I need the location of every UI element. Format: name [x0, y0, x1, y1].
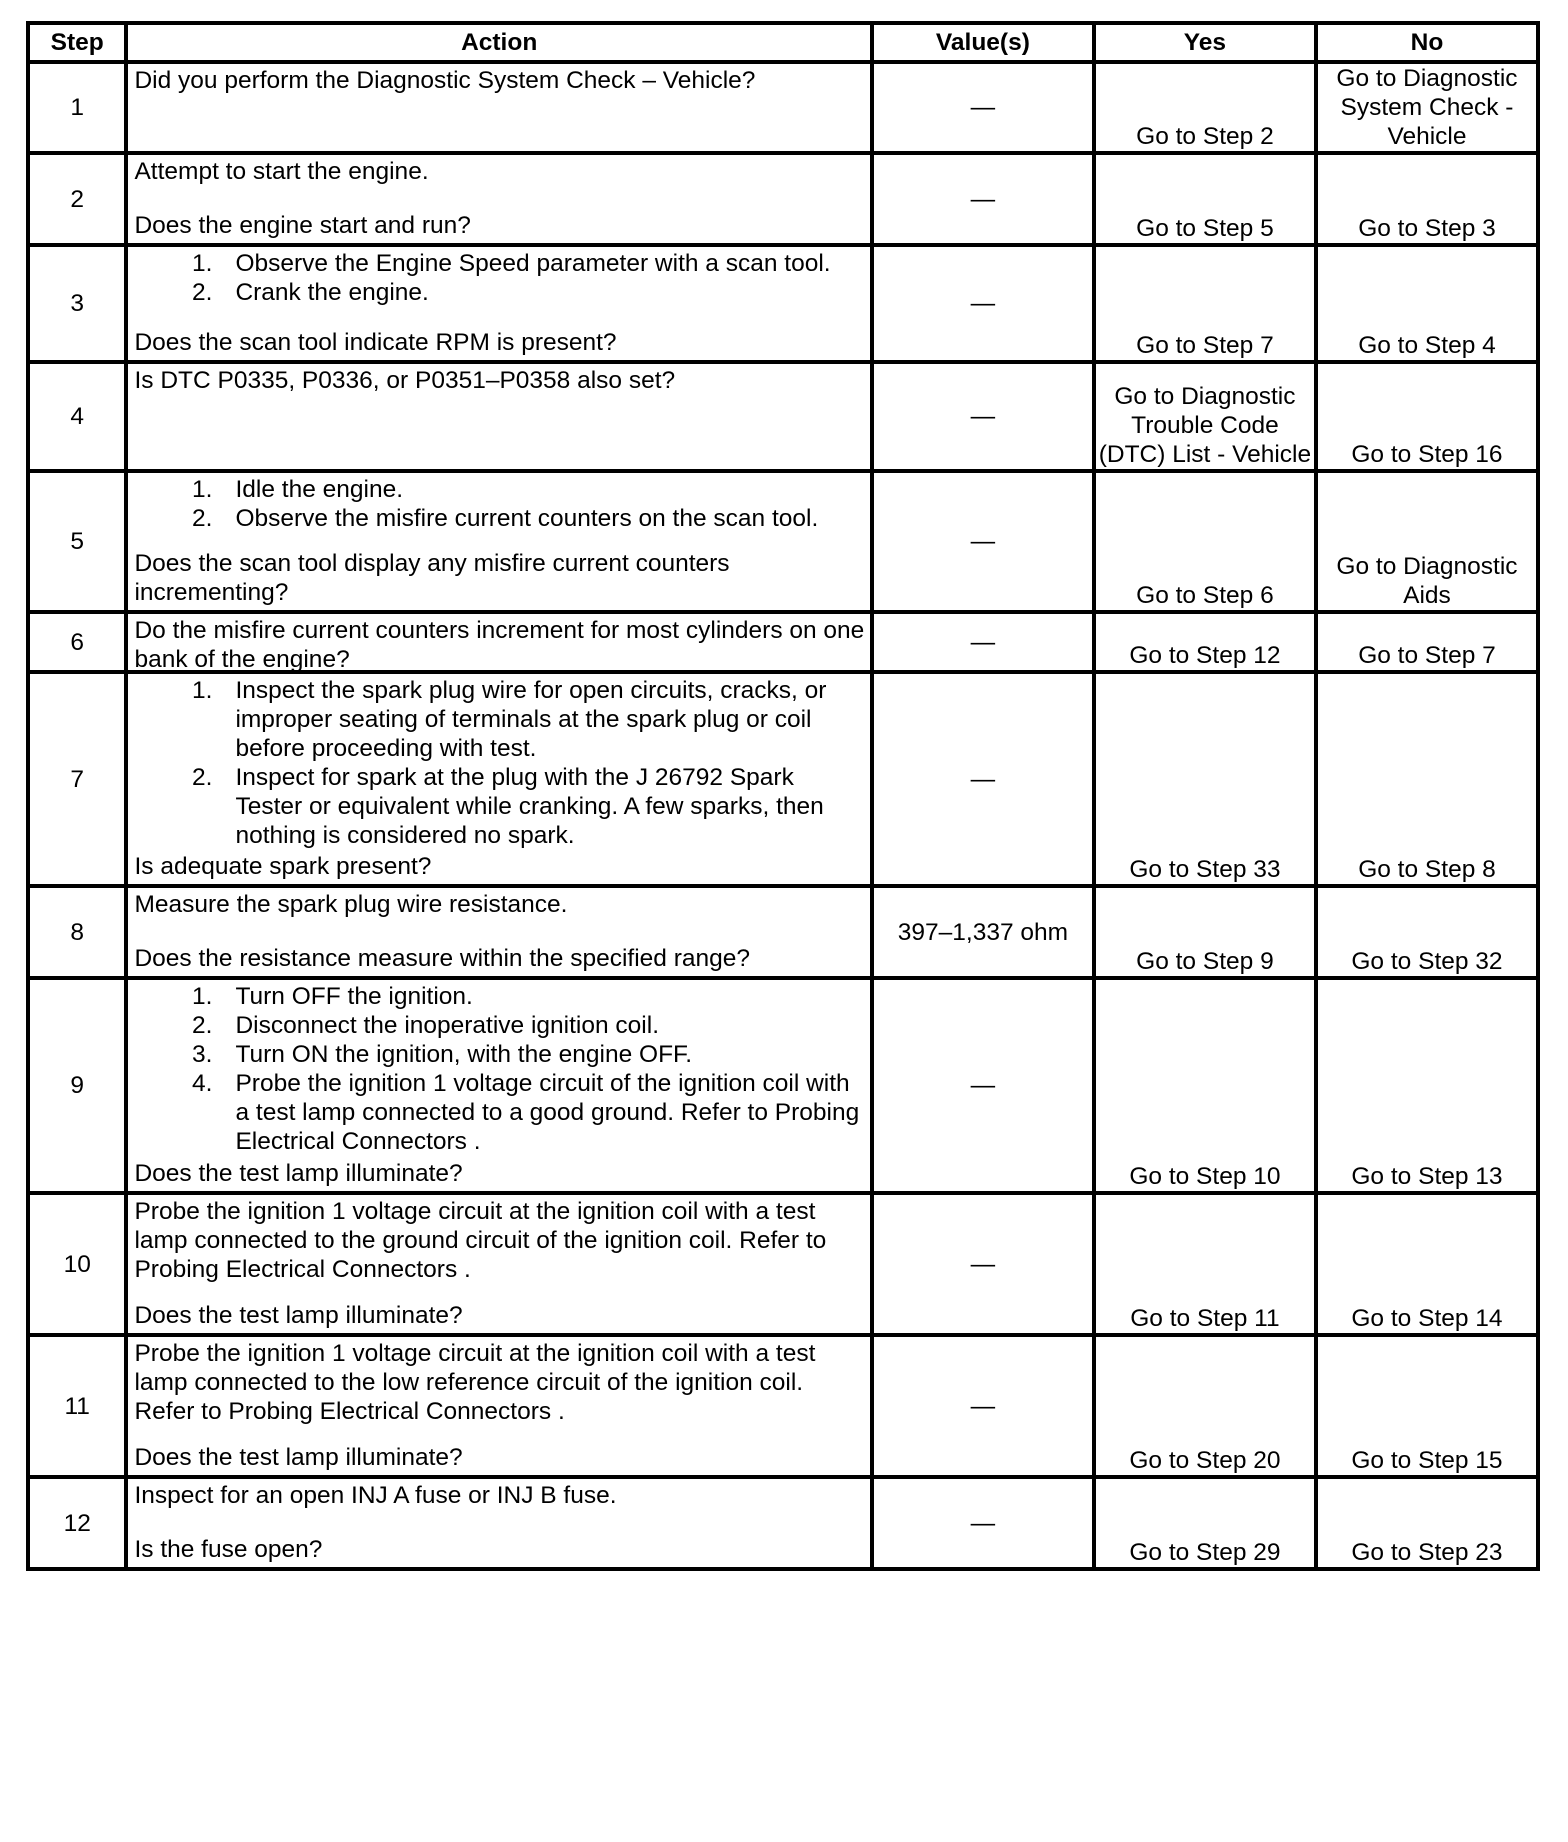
action-question: Does the test lamp illuminate?	[134, 1160, 463, 1187]
action-cell	[126, 612, 871, 672]
list-item-number: 4.	[192, 1070, 213, 1097]
list-item-number: 1.	[192, 476, 213, 503]
list-item-number: 2.	[192, 279, 213, 306]
yes-cell: Go to Step 10	[1094, 978, 1316, 1193]
list-item	[134, 475, 865, 504]
action-cell	[126, 362, 871, 471]
yes-cell: Go to Step 7	[1094, 245, 1316, 362]
list-item	[134, 676, 865, 763]
list-item-text: Inspect the spark plug wire for open circuits, cracks, or improper seating of terminals at the spark plug or coil before proceeding with test.	[235, 677, 827, 762]
action-instruction: Measure the spark plug wire resistance.	[134, 891, 568, 918]
value-cell	[872, 978, 1094, 1193]
value-cell	[872, 1477, 1094, 1569]
header-value: Value(s)	[872, 23, 1094, 62]
value-cell	[872, 471, 1094, 612]
action-top	[134, 157, 865, 186]
action-instruction: Did you perform the Diagnostic System Check – Vehicle?	[134, 67, 756, 94]
header-step: Step	[28, 23, 126, 62]
action-cell	[126, 978, 871, 1193]
value-cell	[872, 1335, 1094, 1477]
yes-cell: Go to Diagnostic Trouble Code (DTC) List - Vehicle	[1094, 362, 1316, 471]
step-number: 10	[28, 1193, 126, 1335]
action-instruction: Probe the ignition 1 voltage circuit at the ignition coil with a test lamp connected to the ground circuit of the ignition coil. Refer to Probing Electrical Connectors .	[134, 1198, 827, 1283]
action-cell	[126, 153, 871, 245]
action-instruction: Probe the ignition 1 voltage circuit at the ignition coil with a test lamp connected to the low reference circuit of the ignition coil. Refer to Probing Electrical Connectors .	[134, 1340, 816, 1425]
list-item-number: 2.	[192, 505, 213, 532]
value-text: —	[970, 628, 996, 656]
table-row	[28, 978, 1538, 1193]
action-cell	[126, 245, 871, 362]
action-question: Does the scan tool display any misfire current counters incrementing?	[134, 550, 730, 606]
no-cell: Go to Step 23	[1316, 1477, 1538, 1569]
step-number: 8	[28, 886, 126, 978]
step-number: 3	[28, 245, 126, 362]
step-number: 4	[28, 362, 126, 471]
list-item-text: Crank the engine.	[235, 279, 429, 306]
table-row	[28, 62, 1538, 153]
action-top	[134, 890, 865, 919]
list-item-text: Turn ON the ignition, with the engine OFF.	[235, 1041, 693, 1068]
step-number: 6	[28, 612, 126, 672]
no-cell: Go to Step 13	[1316, 978, 1538, 1193]
list-item-text: Turn OFF the ignition.	[235, 983, 473, 1010]
list-item	[134, 1069, 865, 1156]
action-question: Is the fuse open?	[134, 1536, 323, 1563]
action-list	[134, 475, 865, 533]
value-text: 397–1,337 ohm	[897, 918, 1069, 946]
no-cell: Go to Diagnostic System Check - Vehicle	[1316, 62, 1538, 153]
value-cell	[872, 886, 1094, 978]
step-number: 12	[28, 1477, 126, 1569]
action-question: Is adequate spark present?	[134, 853, 432, 880]
list-item	[134, 1011, 865, 1040]
header-action: Action	[126, 23, 871, 62]
value-text: —	[970, 403, 996, 430]
value-cell	[872, 153, 1094, 245]
action-top	[134, 1339, 865, 1426]
yes-cell: Go to Step 12	[1094, 612, 1316, 672]
action-cell	[126, 672, 871, 886]
value-text: —	[970, 1250, 996, 1278]
value-cell	[872, 612, 1094, 672]
action-cell	[126, 886, 871, 978]
action-top	[134, 676, 865, 850]
table-row	[28, 672, 1538, 886]
table-row	[28, 471, 1538, 612]
action-top	[134, 249, 865, 307]
yes-cell: Go to Step 5	[1094, 153, 1316, 245]
action-top	[134, 982, 865, 1156]
action-cell	[126, 62, 871, 153]
table-row	[28, 886, 1538, 978]
list-item-text: Observe the Engine Speed parameter with a scan tool.	[235, 250, 831, 277]
yes-cell: Go to Step 6	[1094, 471, 1316, 612]
list-item-text: Idle the engine.	[235, 476, 404, 503]
yes-cell: Go to Step 29	[1094, 1477, 1316, 1569]
action-cell	[126, 471, 871, 612]
action-instruction: Is DTC P0335, P0336, or P0351–P0358 also set?	[134, 367, 676, 394]
action-cell	[126, 1335, 871, 1477]
step-number: 11	[28, 1335, 126, 1477]
list-item-text: Disconnect the inoperative ignition coil.	[235, 1012, 659, 1039]
value-cell	[872, 62, 1094, 153]
value-text: —	[970, 765, 996, 793]
list-item	[134, 278, 865, 307]
action-top	[134, 1481, 865, 1510]
yes-cell: Go to Step 33	[1094, 672, 1316, 886]
table-row	[28, 245, 1538, 362]
action-cell	[126, 1193, 871, 1335]
table-row	[28, 1477, 1538, 1569]
table-row	[28, 1335, 1538, 1477]
step-number: 9	[28, 978, 126, 1193]
action-top	[134, 366, 865, 395]
list-item-number: 1.	[192, 677, 213, 704]
value-text: —	[970, 1509, 996, 1537]
action-list	[134, 676, 865, 850]
diagnostic-table	[26, 21, 1540, 1571]
no-cell: Go to Step 7	[1316, 612, 1538, 672]
yes-cell: Go to Step 11	[1094, 1193, 1316, 1335]
value-cell	[872, 245, 1094, 362]
action-instruction: Attempt to start the engine.	[134, 158, 429, 185]
action-instruction: Inspect for an open INJ A fuse or INJ B fuse.	[134, 1482, 617, 1509]
action-question: Does the test lamp illuminate?	[134, 1444, 463, 1471]
action-top	[134, 475, 865, 533]
list-item-number: 3.	[192, 1041, 213, 1068]
list-item-number: 2.	[192, 1012, 213, 1039]
action-question: Does the engine start and run?	[134, 212, 471, 239]
action-question: Does the resistance measure within the specified range?	[134, 945, 751, 972]
header-no: No	[1316, 23, 1538, 62]
value-text: —	[970, 528, 996, 555]
step-number: 5	[28, 471, 126, 612]
value-text: —	[970, 290, 996, 317]
table-row	[28, 362, 1538, 471]
list-item-text: Probe the ignition 1 voltage circuit of the ignition coil with a test lamp connected to a good ground. Refer to Probing Electrical Connectors .	[235, 1070, 860, 1155]
list-item	[134, 982, 865, 1011]
value-text: —	[970, 185, 996, 213]
action-question: Does the test lamp illuminate?	[134, 1302, 463, 1329]
value-cell	[872, 1193, 1094, 1335]
no-cell: Go to Step 32	[1316, 886, 1538, 978]
action-list	[134, 249, 865, 307]
list-item	[134, 249, 865, 278]
no-cell: Go to Step 8	[1316, 672, 1538, 886]
no-cell: Go to Step 14	[1316, 1193, 1538, 1335]
action-top	[134, 66, 865, 95]
yes-cell: Go to Step 2	[1094, 62, 1316, 153]
header-yes: Yes	[1094, 23, 1316, 62]
list-item-text: Inspect for spark at the plug with the J 26792 Spark Tester or equivalent while cranking. A few sparks, then nothing is considered no spark.	[235, 764, 824, 849]
table-row	[28, 153, 1538, 245]
list-item-number: 2.	[192, 764, 213, 791]
action-instruction: Do the misfire current counters increment for most cylinders on one bank of the engine?	[134, 617, 865, 673]
list-item	[134, 763, 865, 850]
no-cell: Go to Step 16	[1316, 362, 1538, 471]
step-number: 7	[28, 672, 126, 886]
action-cell	[126, 1477, 871, 1569]
no-cell: Go to Step 15	[1316, 1335, 1538, 1477]
action-list	[134, 982, 865, 1156]
action-question: Does the scan tool indicate RPM is present?	[134, 329, 617, 356]
table-body	[28, 62, 1538, 1569]
no-cell: Go to Diagnostic Aids	[1316, 471, 1538, 612]
yes-cell: Go to Step 20	[1094, 1335, 1316, 1477]
action-top	[134, 1197, 865, 1284]
yes-cell: Go to Step 9	[1094, 886, 1316, 978]
no-cell: Go to Step 3	[1316, 153, 1538, 245]
value-text: —	[970, 1392, 996, 1420]
list-item-number: 1.	[192, 250, 213, 277]
value-cell	[872, 672, 1094, 886]
table-row	[28, 612, 1538, 672]
step-number: 2	[28, 153, 126, 245]
value-text: —	[970, 94, 996, 121]
no-cell: Go to Step 4	[1316, 245, 1538, 362]
table-row	[28, 1193, 1538, 1335]
header-row	[28, 23, 1538, 62]
action-top	[134, 616, 865, 674]
step-number: 1	[28, 62, 126, 153]
list-item	[134, 504, 865, 533]
list-item	[134, 1040, 865, 1069]
value-text: —	[970, 1072, 996, 1099]
value-cell	[872, 362, 1094, 471]
list-item-number: 1.	[192, 983, 213, 1010]
list-item-text: Observe the misfire current counters on the scan tool.	[235, 505, 819, 532]
